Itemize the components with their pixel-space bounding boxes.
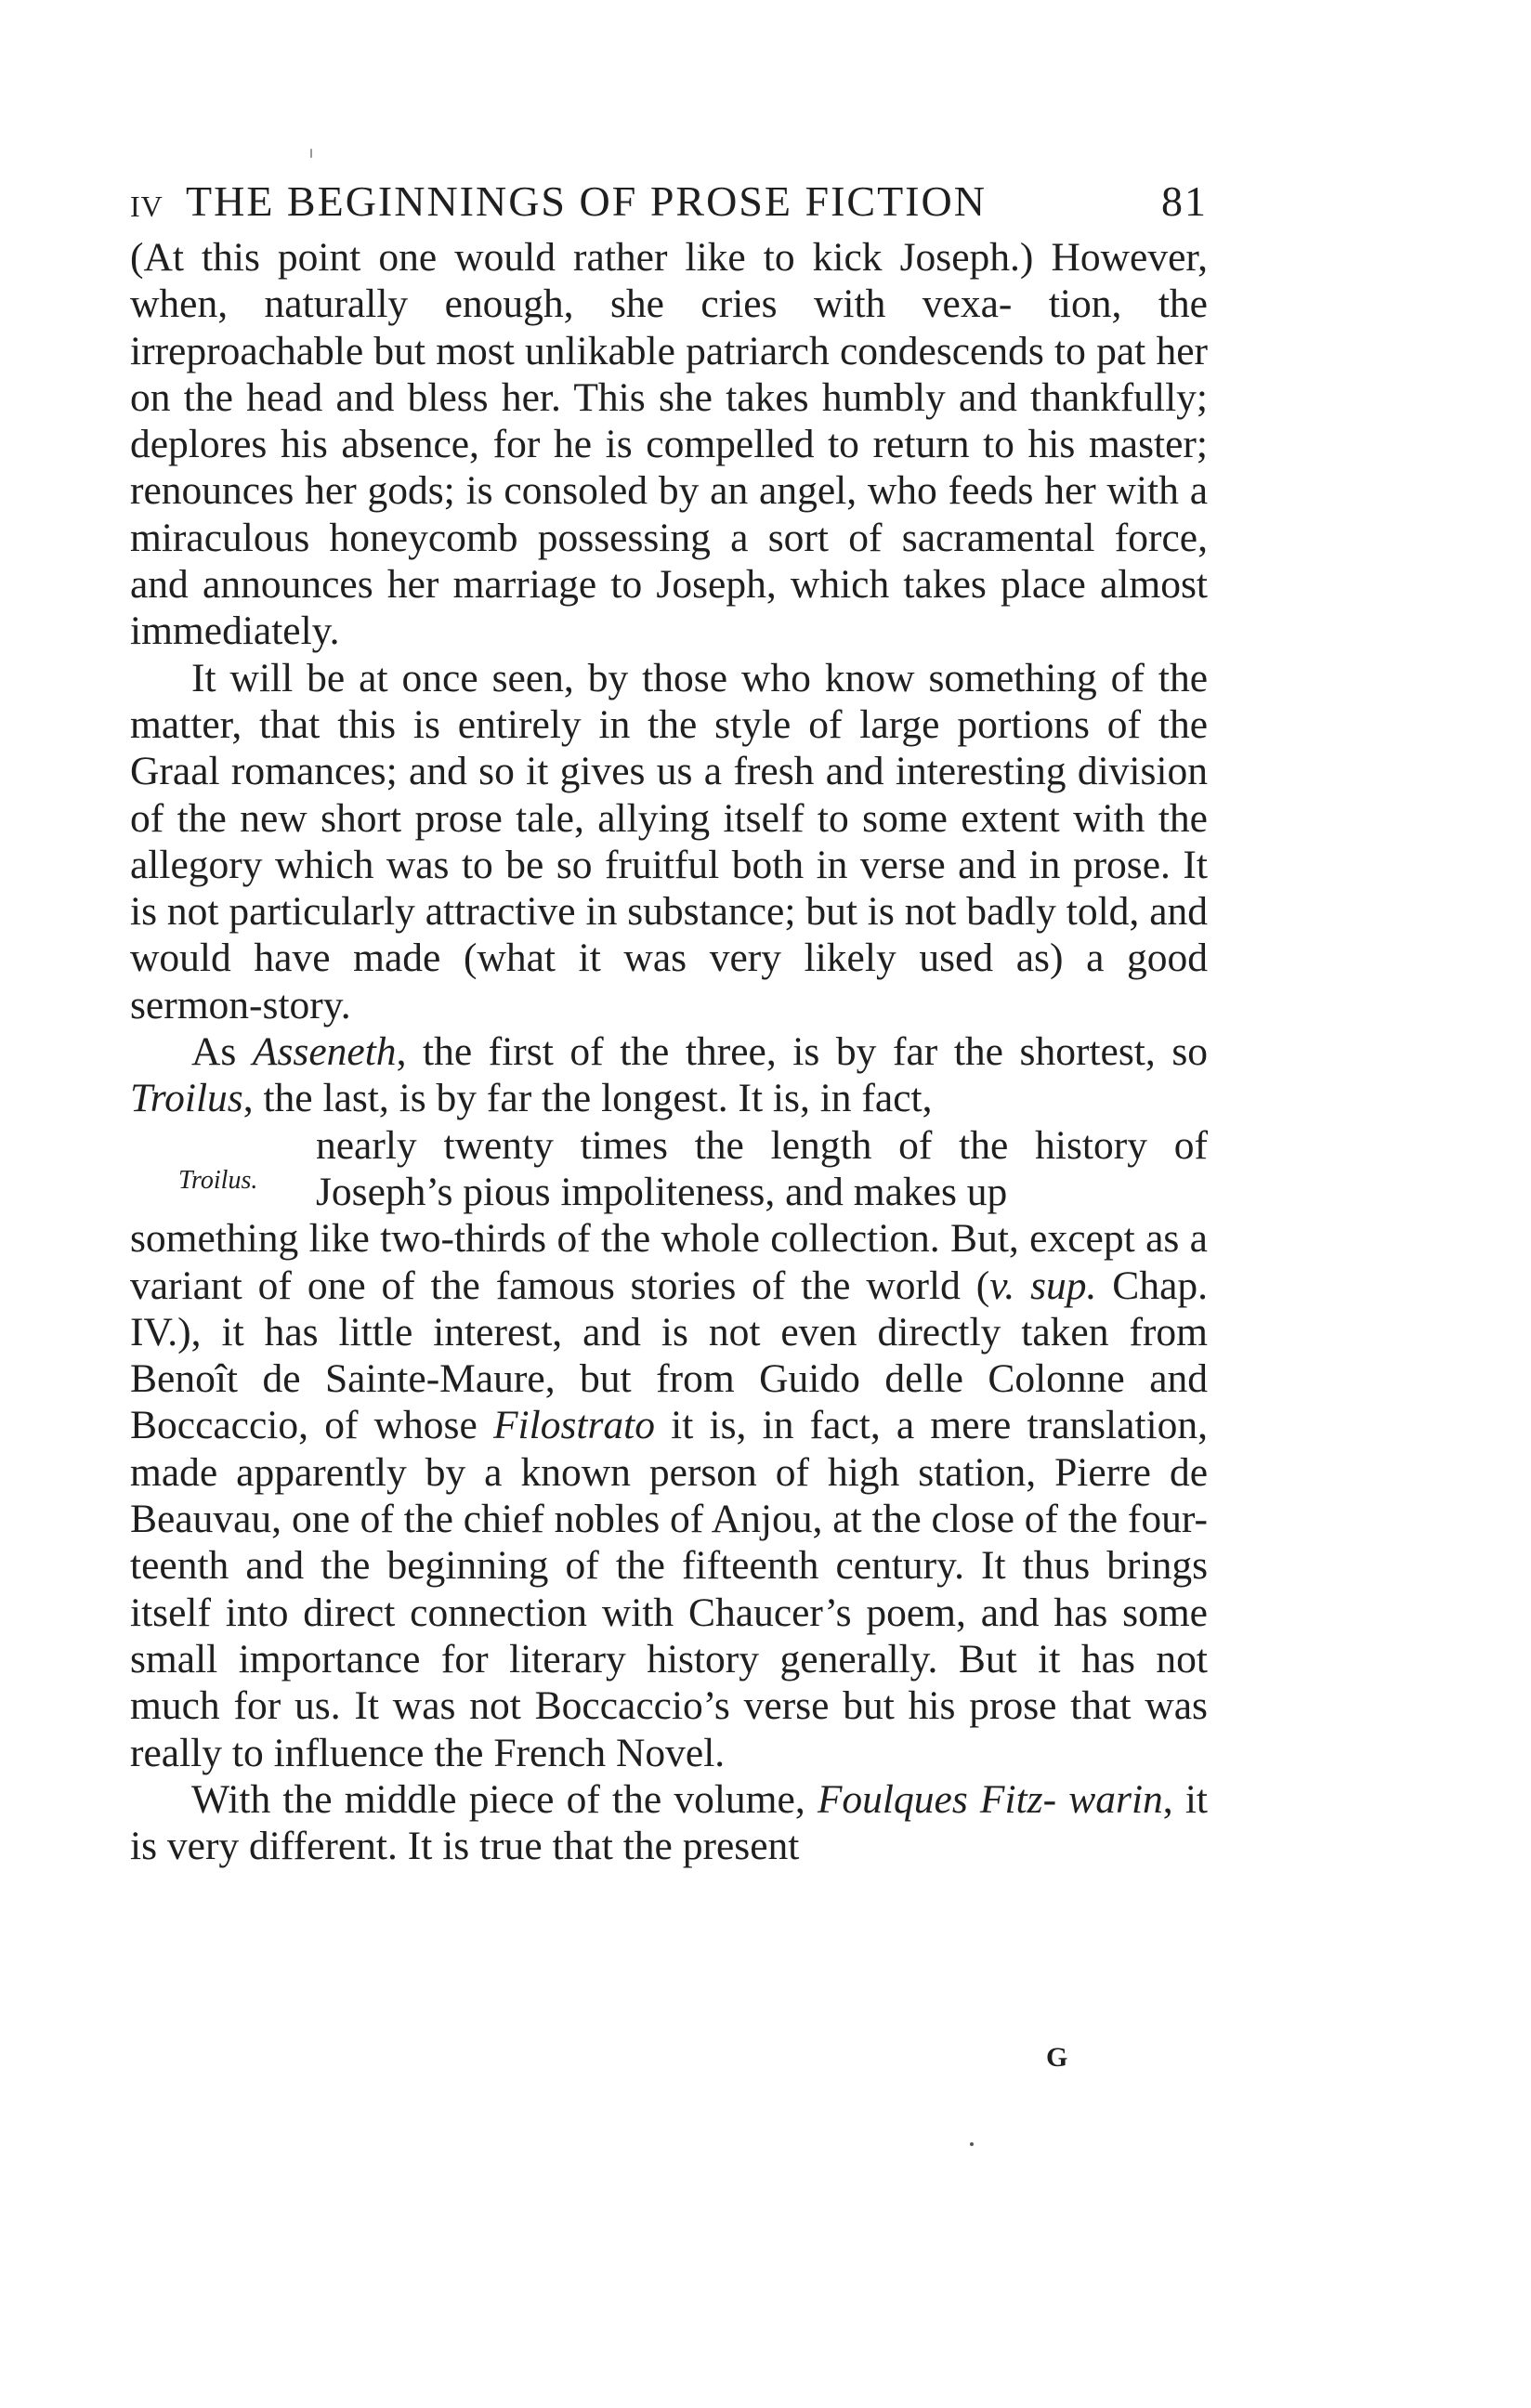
paragraph-3-continued [130,1215,1208,1776]
ref-v-sup: v. sup. [989,1263,1097,1308]
signature-mark: G [1046,2042,1069,2073]
paragraph-1 [130,234,1208,655]
text-line: of Joseph’s pious impoliteness, and makes up [316,1122,1208,1214]
text-line: nearly twenty times the length of the history [316,1122,1147,1168]
text-fragment: , it is very different. It is true that the present [130,1776,1208,1869]
print-speck [970,2142,974,2146]
text-line: Boccaccio’s verse but his prose that was really to influence [130,1683,1208,1775]
text-line: fresh and interesting division of the new short prose [130,749,1209,841]
text-line: portions of the Graal romances; and so it gives us a [130,701,1208,794]
text-line: condescends to pat her on the head and bless her. This [130,328,1209,420]
text-line: It will be at once seen, by those who know something [191,655,1097,700]
paragraph-3 [130,1028,1208,1122]
sidenote-block [130,1122,1208,1216]
title-troilus: Troilus [130,1076,243,1121]
text-fragment: so [1171,1029,1208,1075]
print-speck [310,149,312,158]
text-line: place almost immediately. [130,562,1208,654]
text-line: (At this point one would rather like to kick Joseph.) [130,235,1034,280]
text-line: she takes humbly and thankfully; deplores his absence, [130,374,1208,467]
text-line: as) a good sermon-story. [130,936,1209,1027]
text-line: teenth and the beginning of the fifteenth century. It [130,1543,1006,1589]
text-line: by a known person of high station, Pierre de Beauvau, [130,1449,1208,1542]
text-line: told, and would have made (what it was very likely used [130,889,1209,981]
text-fragment: Chap. IV.), it has little interest, and is not [130,1263,1209,1354]
text-fragment: , the first of the three, is by far the shortest, [396,1029,1156,1075]
text-line: the French Novel. [434,1730,726,1775]
text-line: of the matter, that this is entirely in the style of large [130,655,1209,747]
text-line: was to be so fruitful both in verse and in prose. It is [130,842,1208,935]
marginal-note-troilus: Troilus. [178,1165,258,1195]
chapter-number: IV [130,190,164,223]
book-page [130,177,1208,1869]
text-fragment: As [191,1029,253,1075]
running-head-title: THE BEGINNINGS OF PROSE FICTION [186,177,987,225]
text-line: her gods; is consoled by an angel, who feeds her with a [305,468,1208,514]
page-number: 81 [1161,177,1208,225]
title-warin: warin [1068,1776,1163,1822]
text-line: poem, and has some small importance for literary history [130,1590,1208,1682]
text-line: even directly taken from Benoît de Sainte-Maure, but [130,1309,1209,1402]
text-line: something like two-thirds of the whole collection. But, [130,1216,1019,1262]
text-fragment: , the last, is by far the longest. It is, in fact, [242,1076,933,1121]
text-line: not particularly attractive in substance; but is not badly [166,889,1056,935]
text-line: generally. But it has not much for us. It was not [130,1636,1208,1729]
paragraph-4 [130,1776,1208,1870]
text-line: miraculous honeycomb possessing a sort of sacramental [130,515,1095,560]
text-line: tale, allying itself to some extent with the allegory which [130,795,1208,887]
paragraph-2 [130,655,1208,1028]
text-line: thus brings itself into direct connection with Chaucer’s [130,1543,1209,1635]
text-line: tion, the irreproachable but most unlikable patriarch [130,281,1208,373]
text-line: for he is compelled to return to his master; renounces [130,422,1208,514]
text-line: one of the chief nobles of Anjou, at the close of the four- [291,1497,1209,1542]
text-line: from Guido delle Colonne and Boccaccio, of whose [130,1356,1209,1448]
text-fragment: world ( [866,1263,990,1308]
title-filostrato: Filostrato [492,1403,655,1448]
text-line: except as a variant of one of the famous stories of the [130,1216,1208,1308]
text-fragment: it is, in fact, a mere translation, made apparently [130,1403,1208,1495]
title-asseneth: Asseneth [252,1029,397,1075]
text-fragment: With the middle piece of the volume, [191,1776,818,1822]
title-foulques: Foulques Fitz- [817,1776,1057,1822]
body-text [130,234,1208,1869]
text-line: However, when, naturally enough, she cries with vexa- [130,235,1208,327]
hanging-lines [130,1122,1208,1216]
text-line: force, and announces her marriage to Joseph, which takes [130,515,1208,608]
running-head [130,177,1208,232]
